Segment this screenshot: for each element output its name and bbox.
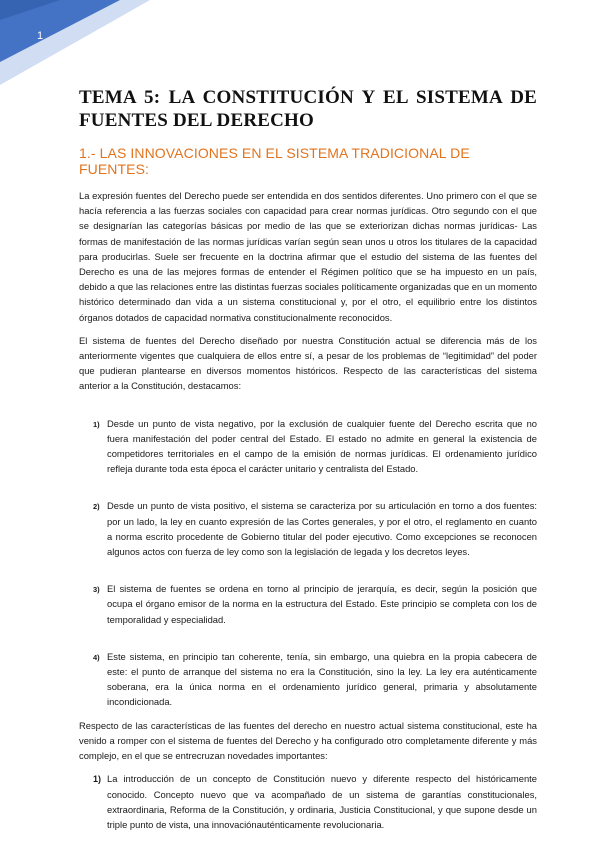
document-title: TEMA 5: LA CONSTITUCIÓN Y EL SISTEMA DE FUENTES DEL DERECHO <box>79 87 537 131</box>
page-number: 1 <box>37 30 44 42</box>
paragraph: La expresión fuentes del Derecho puede ser entendida en dos sentidos diferentes. Uno primero con el que se hacía referencia a las fuerzas sociales con capacidad para crear normas jurídicas. Otro segundo con el que se designarían las categorías básicas por medio de las que se exteriorizan dichas normas jurídicas- Las formas de manifestación de las normas jurídicas varían según sean unos u otros los titulares de la capacidad para producirlas. Suele ser frecuente en la doctrina afirmar que el estudio del sistema de las fuentes del Derecho es una de las mejores formas de entender el Régimen político que se ha impuesto en un país, debido a que las relaciones entre las distintas fuerzas sociales políticamente organizadas que en un momento histórico determinado dan vida a un sistema constitucional y, por el otro, el equilibrio entre los distintos órganos dotados de capacidad normativa constitucionalmente reconocidos. <box>79 190 537 323</box>
list-item <box>79 416 537 477</box>
section-heading: 1.- LAS INNOVACIONES EN EL SISTEMA TRADICIONAL DE FUENTES: <box>79 145 470 177</box>
document-body <box>79 86 537 832</box>
list-item-text: La introducción de un concepto de Constitución nuevo y diferente respecto del históricamente conocido. Concepto nuevo que va acompañado de un sistema de garantías constitucionales, extraordinaria, Reforma de la Constitución, y ordinaria, Justicia Constitucional, y que supone desde un triple punto de vista, una innovaciónauténticamente revolucionaria. <box>107 773 537 830</box>
list-number: 4) <box>93 652 100 662</box>
paragraph: Respecto de las características de las fuentes del derecho en nuestro actual sistema constitucional, este ha venido a romper con el sistema de fuentes del Derecho y ha configurado otro completamente diferente y más complejo, en el que se entrecruzan novedades importantes: <box>79 719 537 762</box>
list-previous-system <box>79 416 537 710</box>
list-item-text: El sistema de fuentes se ordena en torno al principio de jerarquía, es decir, según la posición que ocupa el órgano emisor de la norma en la estructura del Estado. Este principio se completa con los de temporalidad y especialidad. <box>107 583 537 625</box>
list-item-text: Desde un punto de vista positivo, el sistema se caracteriza por su articulación en torno a dos fuentes: por un lado, la ley en cuanto expresión de las Cortes generales, y por el otro, el reglamento en cuanto a norma escrito procedente de Gobierno titular del poder ejecutivo. Como excepciones se reconocen algunos actos con fuerza de ley como son la legislación de legada y los decretos leyes. <box>107 500 537 558</box>
list-current-system <box>79 771 537 832</box>
list-number: 1) <box>93 419 100 429</box>
list-number: 2) <box>93 502 100 512</box>
list-item <box>79 771 537 832</box>
list-number: 3) <box>93 585 100 595</box>
list-item <box>79 498 537 559</box>
list-item-text: Este sistema, en principio tan coherente, tenía, sin embargo, una quiebra en la propia cabecera de este: el punto de arranque del sistema no era la Constitución, sino la ley. La ley era auténticamente soberana, era la única norma en el ordenamiento jurídico general, primaria y absolutamente incondicionada. <box>107 650 537 708</box>
list-item-text: Desde un punto de vista negativo, por la exclusión de cualquier fuente del Derecho escrita que no fuera manifestación del poder central del Estado. El estado no admite en general la existencia de competidores territoriales en el campo de la emisión de normas jurídicas. El ordenamiento jurídico refleja durante toda esta época el carácter unitario y centralista del Estado. <box>107 417 537 475</box>
list-item <box>79 581 537 627</box>
list-number: 1) <box>93 774 102 785</box>
list-item <box>79 649 537 710</box>
paragraph: El sistema de fuentes del Derecho diseñado por nuestra Constitución actual se diferencia más de los anteriormente vigentes que cualquiera de ellos entre sí, a pesar de los problemas de “legitimidad” del poder que pudieran plantearse en diversos momentos históricos. Respecto de las características del sistema anterior a la Constitución, destacamos: <box>79 334 537 392</box>
